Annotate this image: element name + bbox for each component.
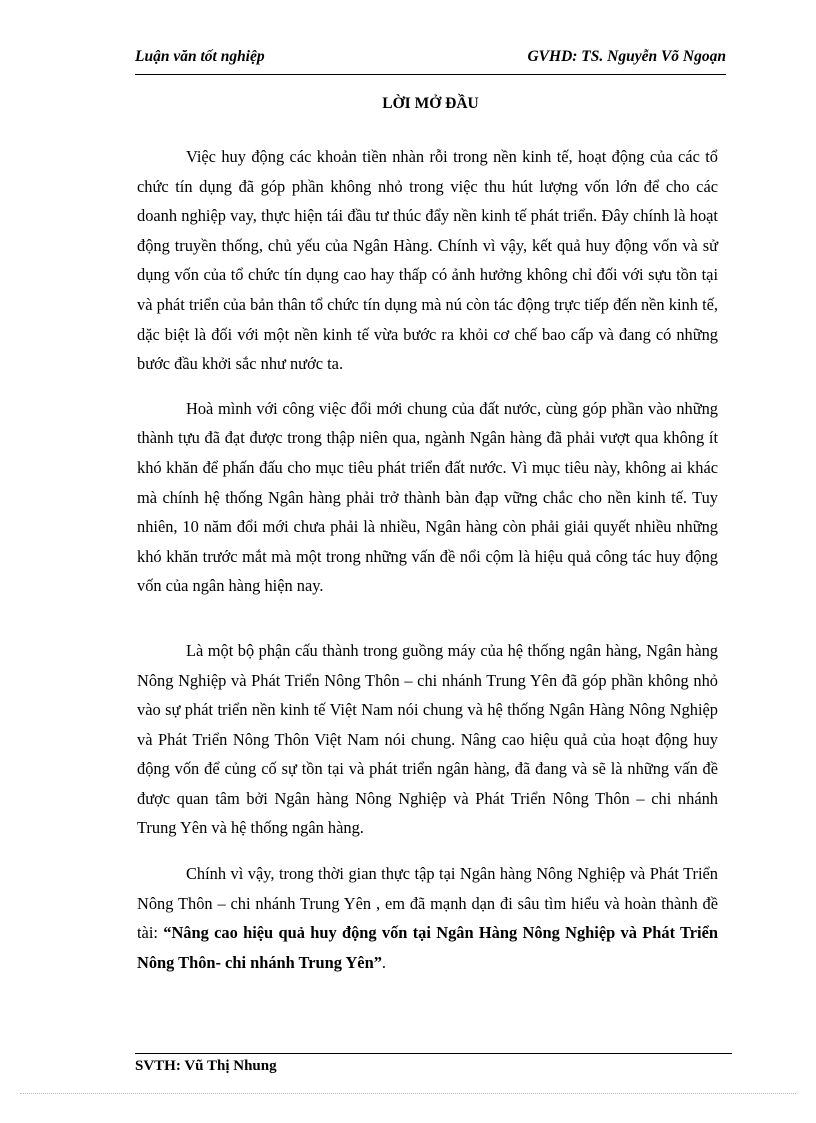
footer-author: SVTH: Vũ Thị Nhung (135, 1058, 277, 1074)
paragraph-2: Hoà mình với công việc đổi mới chung của đất nước, cùng góp phần vào những thành tựu đã đạt được trong thập niên qua, ngành Ngân hàng đã phải vượt qua không ít khó khăn để phấn đấu cho mục tiêu phát triển đất nước. Vì mục tiêu này, không ai khác mà chính hệ thống Ngân hàng phải trở thành bàn đạp vững chắc cho nền kinh tế. Tuy nhiên, 10 năm đổi mới chưa phải là nhiều, Ngân hàng còn phải giải quyết nhiều những khó khăn trước mắt mà một trong những vấn đề nổi cộm là hiệu quả công tác huy động vốn của ngân hàng hiện nay. (137, 398, 718, 596)
thesis-topic: “Nâng cao hiệu quả huy động vốn tại Ngân Hàng Nông Nghiệp và Phát Triển Nông Thôn- chi nhánh Trung Yên” (137, 923, 718, 972)
header-advisor: GVHD: TS. Nguyễn Võ Ngoạn (527, 48, 726, 65)
paragraph-4 (137, 859, 718, 977)
page-header (135, 44, 726, 75)
paragraph-4-end: . (381, 952, 386, 972)
paragraph-1: Việc huy động các khoản tiền nhàn rỗi trong nền kinh tế, hoạt động của các tổ chức tín dụng đã góp phần không nhỏ trong việc thu hút lượng vốn lớn để cho các doanh nghiệp vay, thực hiện tái đầu tư thúc đẩy nền kinh tế phát triển. Đây chính là hoạt động truyền thống, chủ yếu của Ngân Hàng. Chính vì vậy, kết quả huy động vốn và sử dụng vốn của tổ chức tín dụng cao hay thấp có ảnh hưởng không chỉ đối với sựu tồn tại và phát triển của bản thân tổ chức tín dụng mà nú còn tác động trực tiếp đến nền kinh tế, dặc biệt là đối với một nền kinh tế vừa bước ra khỏi cơ chế bao cấp và đang có những bước đầu khởi sắc như nước ta. (137, 147, 718, 374)
header-thesis-label: Luận văn tốt nghiệp (135, 48, 265, 65)
paragraph-3: Là một bộ phận cấu thành trong guồng máy của hệ thống ngân hàng, Ngân hàng Nông Nghiệp và Phát Triển Nông Thôn – chi nhánh Trung Yên đã góp phần không nhỏ vào sự phát triển nền kinh tế Việt Nam nói chung và hệ thống Ngân Hàng Nông Nghiệp và Phát Triển Nông Thôn Việt Nam nói chung. Nâng cao hiệu quả của hoạt động huy động vốn để củng cố sự tồn tại và phát triển ngân hàng, đã đang và sẽ là những vấn đề được quan tâm bởi Ngân hàng Nông Nghiệp và Phát Triển Nông Thôn – chi nhánh Trung Yên và hệ thống ngân hàng. (137, 640, 718, 838)
paragraph-4-text: Chính vì vậy, trong thời gian thực tập tại Ngân hàng Nông Nghiệp và Phát Triển Nông Thôn – chi nhánh Trung Yên , em đã mạnh dạn đi sâu tìm hiểu và hoàn thành đề tài: (137, 864, 718, 943)
document-body (137, 142, 718, 977)
page-break-line (20, 1093, 796, 1094)
page-title: LỜI MỞ ĐẦU (382, 95, 479, 112)
footer-divider (135, 1053, 732, 1054)
